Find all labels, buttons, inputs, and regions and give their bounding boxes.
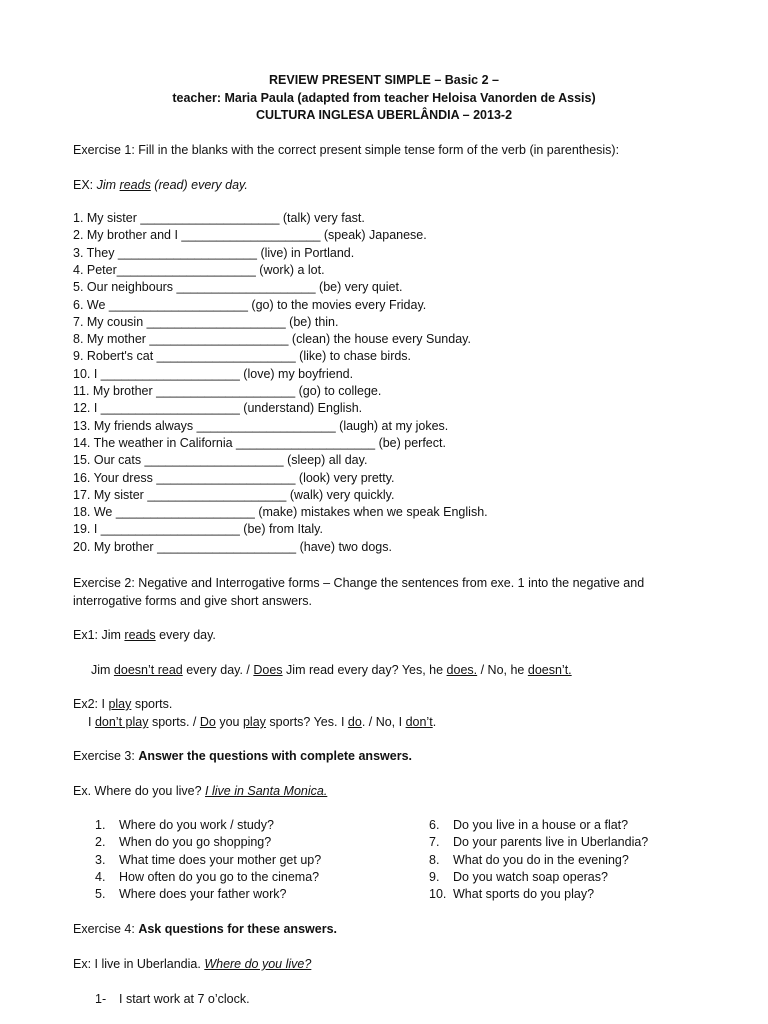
exercise-1-item: 12. I ____________________ (understand) English. (73, 401, 363, 416)
question-number: 5. (95, 887, 106, 902)
exercise-1-item: 2. My brother and I ____________________ (speak) Japanese. (73, 228, 427, 243)
question-number: 6. (429, 818, 440, 832)
question-number: 3. (95, 852, 106, 867)
exercise-2-example-2 (73, 697, 172, 712)
ans-part: I (88, 715, 95, 729)
exercise-1-item: 19. I ____________________ (be) from Italy. (73, 522, 323, 537)
example-subject: Jim (96, 178, 120, 192)
example-verb: reads (119, 178, 151, 192)
ex2-ex1-suffix: every day. (155, 628, 216, 642)
exercise-4-label: Exercise 4: (73, 922, 139, 936)
question-text: Do you live in a house or a flat? (453, 818, 629, 832)
exercise-2-example-2-answer (88, 715, 436, 730)
exercise-1-item: 16. Your dress ____________________ (look) very pretty. (73, 470, 395, 485)
question-number: 4. (95, 869, 106, 884)
ans-part: every day. / (182, 663, 254, 677)
teacher-line: teacher: Maria Paula (adapted from teacher Heloisa Vanorden de Assis) (172, 91, 596, 105)
ex2-ex2-prefix: Ex2: I (73, 697, 109, 711)
question-number: 7. (429, 835, 440, 850)
exercise-1-item: 15. Our cats ____________________ (sleep) all day. (73, 453, 368, 468)
ans-underlined: play (242, 715, 266, 729)
exercise-3-example-question: Ex. Where do you live? (73, 784, 206, 798)
question-number: 9. (429, 869, 440, 884)
exercise-1-item: 8. My mother ____________________ (clean) the house every Sunday. (73, 332, 471, 347)
exercise-3-label: Exercise 3: (73, 749, 139, 763)
ans-underlined: doesn’t. (527, 663, 572, 677)
question-number: 1- (95, 992, 107, 1006)
ex2-ex2-verb: play (108, 697, 132, 711)
question-text: When do you go shopping? (119, 835, 272, 850)
ans-part: sports? Yes. I (265, 715, 348, 729)
exercise-1-item: 20. My brother ____________________ (have) two dogs. (73, 539, 392, 554)
ans-underlined: Does (253, 663, 283, 677)
ex2-ex1-verb: reads (124, 628, 156, 642)
exercise-1-item: 4. Peter____________________ (work) a lot. (73, 262, 325, 277)
ans-underlined: Do (199, 715, 216, 729)
question-text: Where does your father work? (119, 887, 287, 902)
exercise-4-example-answer: Ex: I live in Uberlandia. (73, 957, 205, 971)
question-number: 1. (95, 818, 106, 832)
ans-underlined: don’t play (94, 715, 149, 729)
question-number: 10. (429, 887, 447, 902)
exercise-1-item: 5. Our neighbours ____________________ (be) very quiet. (73, 280, 403, 295)
exercise-1-item: 18. We ____________________ (make) mistakes when we speak English. (73, 505, 488, 520)
ans-underlined: does. (446, 663, 478, 677)
exercise-1-item: 7. My cousin ____________________ (be) thin. (73, 314, 339, 329)
exercise-1-item: 9. Robert's cat ____________________ (like) to chase birds. (73, 349, 412, 364)
example-prefix: EX: (73, 178, 97, 192)
exercise-4-example-question: Where do you live? (204, 957, 312, 971)
exercise-3-example (73, 784, 327, 799)
ans-underlined: don’t (405, 715, 433, 729)
ans-part: sports. / (148, 715, 200, 729)
exercise-4-example (73, 957, 311, 972)
ans-part: Jim (91, 663, 114, 677)
worksheet-title: REVIEW PRESENT SIMPLE – Basic 2 – (269, 73, 499, 87)
exercise-3-task: Answer the questions with complete answers. (138, 749, 412, 763)
question-text: Where do you work / study? (119, 818, 274, 832)
exercise-1-instruction: Exercise 1: Fill in the blanks with the correct present simple tense form of the verb (in parenthesis): (73, 143, 620, 157)
question-text: Do your parents live in Uberlandia? (453, 835, 649, 850)
question-text: What sports do you play? (453, 887, 595, 902)
ans-part: . (432, 715, 437, 729)
ans-part: . / No, I (361, 715, 406, 729)
question-text: What time does your mother get up? (119, 852, 322, 867)
example-rest: (read) every day. (150, 178, 248, 192)
exercise-2-example-1-answer (91, 663, 572, 678)
exercise-2-instruction-2: interrogative forms and give short answers. (73, 594, 312, 608)
exercise-3-example-answer: I live in Santa Monica. (205, 784, 328, 798)
exercise-3-instruction (73, 749, 412, 764)
exercise-4-instruction (73, 922, 337, 937)
exercise-2-instruction-1: Exercise 2: Negative and Interrogative forms – Change the sentences from exe. 1 into the negative and (73, 576, 645, 590)
ans-underlined: doesn’t read (113, 663, 183, 677)
exercise-2-example-1 (73, 628, 216, 643)
ans-part: Jim read every day? Yes, he (282, 663, 447, 677)
school-line: CULTURA INGLESA UBERLÂNDIA – 2013-2 (255, 108, 513, 122)
exercise-4-task: Ask questions for these answers. (138, 922, 337, 936)
ans-part: you (215, 715, 243, 729)
exercise-1-item: 3. They ____________________ (live) in Portland. (73, 245, 355, 260)
question-text: What do you do in the evening? (453, 852, 629, 867)
question-number: 8. (429, 852, 440, 867)
ex2-ex2-suffix: sports. (131, 697, 173, 711)
exercise-1-item: 13. My friends always ____________________ (laugh) at my jokes. (73, 418, 449, 433)
question-text: Do you watch soap operas? (453, 869, 608, 884)
exercise-1-item: 1. My sister ____________________ (talk) very fast. (73, 211, 365, 225)
question-text: How often do you go to the cinema? (119, 869, 320, 884)
answer-text: I start work at 7 o’clock. (119, 992, 250, 1006)
question-number: 2. (95, 835, 106, 850)
ans-part: / No, he (477, 663, 528, 677)
ans-underlined: do (347, 715, 362, 729)
exercise-1-item: 14. The weather in California ____________________ (be) perfect. (73, 435, 446, 450)
exercise-1-item: 11. My brother ____________________ (go) to college. (73, 384, 382, 398)
ex2-ex1-prefix: Ex1: Jim (73, 628, 125, 642)
exercise-1-item: 6. We ____________________ (go) to the movies every Friday. (73, 297, 427, 312)
exercise-1-item: 17. My sister ____________________ (walk) very quickly. (73, 487, 395, 502)
exercise-1-example (73, 178, 248, 193)
exercise-1-item: 10. I ____________________ (love) my boyfriend. (73, 366, 354, 381)
